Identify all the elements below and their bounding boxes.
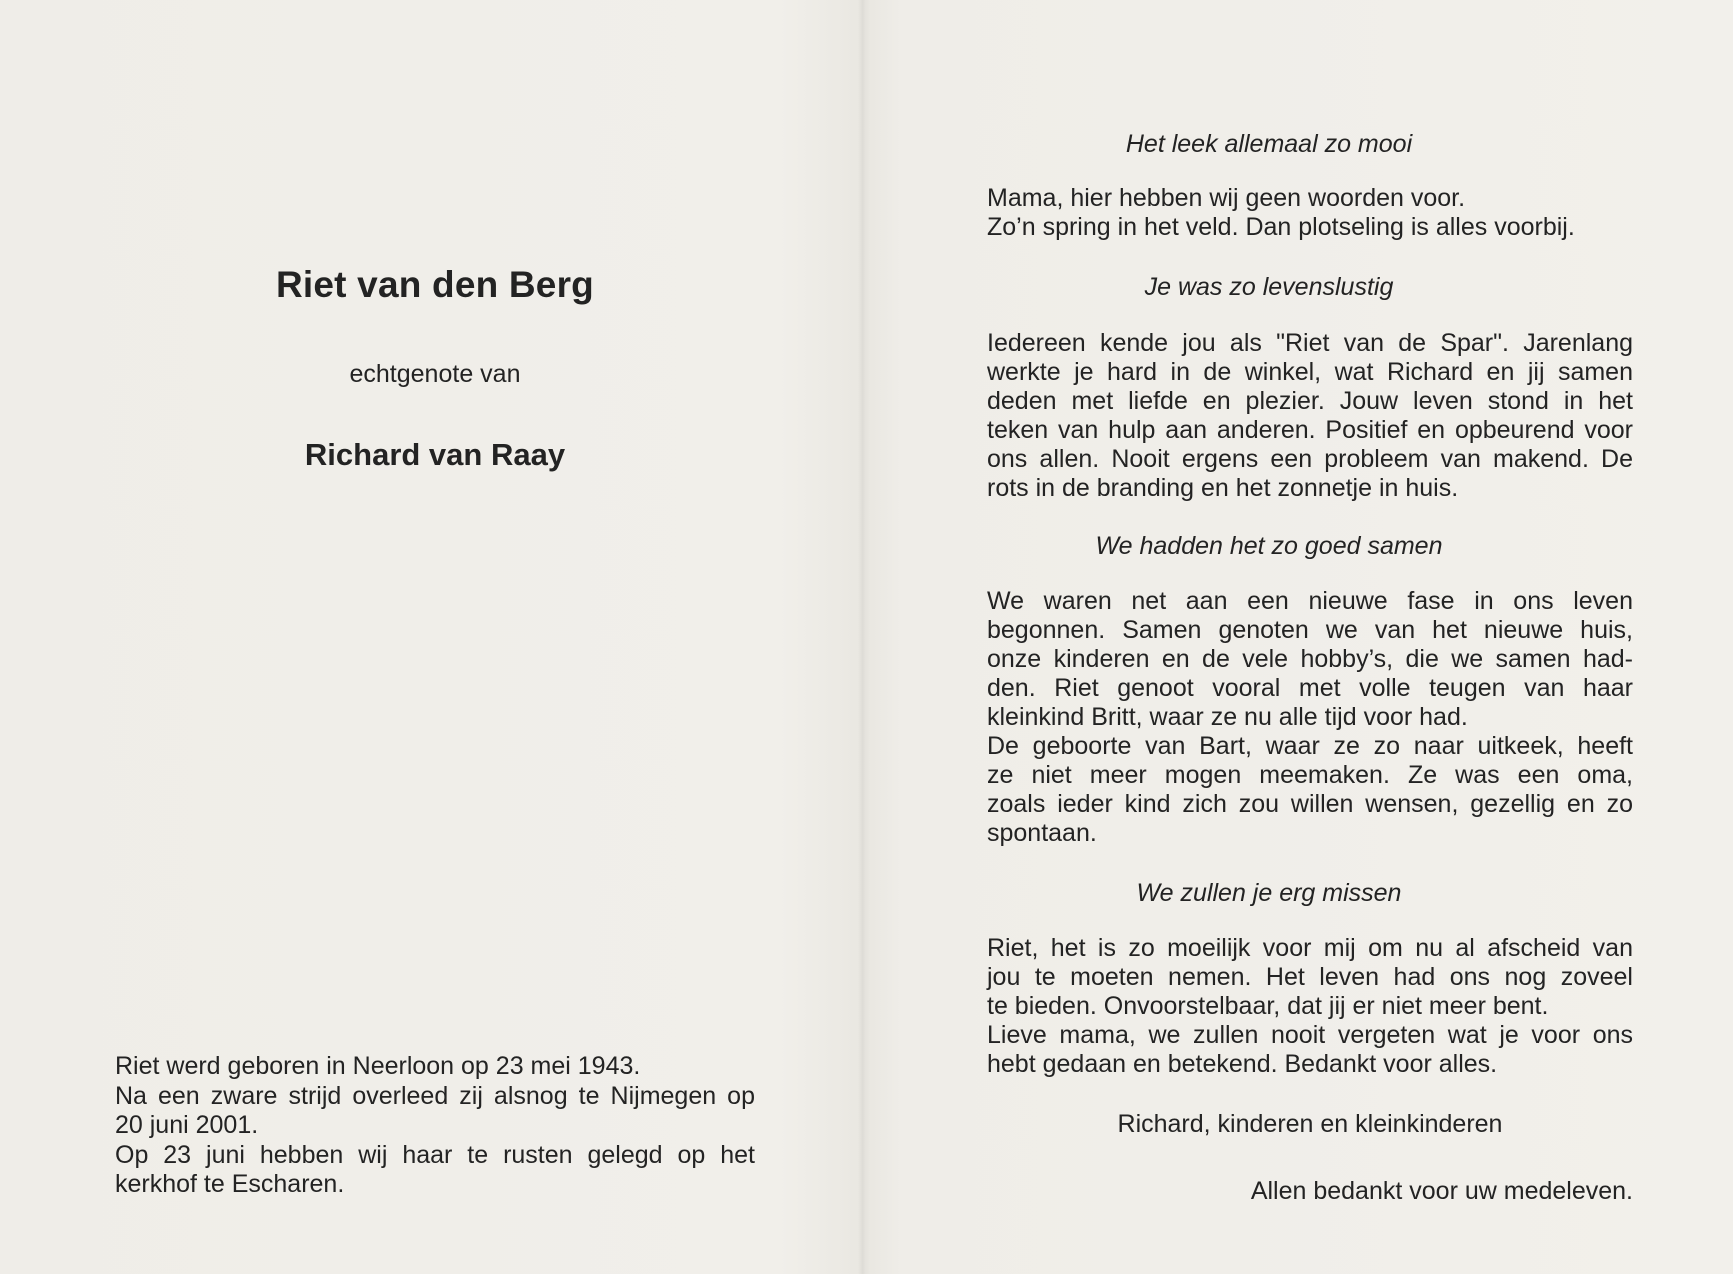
text-line: Mama, hier hebben wij geen woorden voor.	[987, 184, 1466, 212]
section-text	[987, 329, 1633, 503]
text-line: ze niet meer mogen meemaken. Ze was een oma,	[987, 761, 1633, 789]
life-details	[115, 1052, 755, 1200]
text-line: te bieden. Onvoorstelbaar, dat jij er niet meer bent.	[987, 992, 1549, 1020]
section-heading: We zullen je erg missen	[1136, 879, 1402, 907]
text-line: jou te moeten nemen. Het leven had ons nog zoveel	[987, 963, 1633, 991]
text-line: Iedereen kende jou als "Riet van de Spar". Jarenlang	[987, 329, 1633, 357]
section-heading: We hadden het zo goed samen	[1095, 532, 1443, 560]
section-text	[987, 587, 1633, 848]
text-line: begonnen. Samen genoten we van het nieuwe huis,	[987, 616, 1633, 644]
section-heading: Je was zo levenslustig	[1144, 273, 1394, 301]
signoff: Richard, kinderen en kleinkinderen	[1117, 1110, 1503, 1138]
text-line: teken van hulp aan anderen. Positief en opbeurend voor	[987, 416, 1633, 444]
deceased-name: Riet van den Berg	[276, 264, 594, 305]
text-line: Lieve mama, we zullen nooit vergeten wat je voor ons	[987, 1021, 1633, 1049]
spouse-name: Richard van Raay	[304, 437, 566, 472]
text-line: We waren net aan een nieuwe fase in ons leven	[987, 587, 1633, 615]
text-line: den. Riet genoot vooral met volle teugen van haar	[987, 674, 1633, 702]
text-line: zoals ieder kind zich zou willen wensen, gezellig en zo	[987, 790, 1633, 818]
text-line: rots in de branding en het zonnetje in huis.	[987, 474, 1459, 502]
text-line: kleinkind Britt, waar ze nu alle tijd voor had.	[987, 703, 1468, 731]
section-text	[987, 934, 1633, 1079]
text-line: Zo’n spring in het veld. Dan plotseling is alles voorbij.	[987, 213, 1575, 241]
life-line: 20 juni 2001.	[115, 1111, 259, 1139]
text-line: ons allen. Nooit ergens een probleem van makend. De	[987, 445, 1633, 473]
thanks-line: Allen bedankt voor uw medeleven.	[1250, 1177, 1633, 1205]
text-line: werkte je hard in de winkel, wat Richard en jij samen	[987, 358, 1633, 386]
text-line: hebt gedaan en betekend. Bedankt voor alles.	[987, 1050, 1498, 1078]
section-heading: Het leek allemaal zo mooi	[1125, 130, 1413, 158]
life-line: kerkhof te Escharen.	[115, 1170, 345, 1198]
text-line: deden met liefde en plezier. Jouw leven stond in het	[987, 387, 1633, 415]
spouse-intro: echtgenote van	[349, 360, 521, 388]
section-text	[987, 184, 1633, 242]
life-line: Na een zware strijd overleed zij alsnog te Nijmegen op	[115, 1081, 755, 1110]
text-line: spontaan.	[987, 819, 1097, 847]
text-line: onze kinderen en de vele hobby’s, die we samen had-	[987, 645, 1633, 673]
life-line: Op 23 juni hebben wij haar te rusten gelegd op het	[115, 1140, 755, 1169]
text-line: De geboorte van Bart, waar ze zo naar uitkeek, heeft	[987, 732, 1633, 760]
right-panel	[870, 0, 1733, 1274]
left-panel	[0, 0, 864, 1274]
text-line: Riet, het is zo moeilijk voor mij om nu al afscheid van	[987, 934, 1633, 962]
life-line: Riet werd geboren in Neerloon op 23 mei 1943.	[115, 1052, 641, 1080]
